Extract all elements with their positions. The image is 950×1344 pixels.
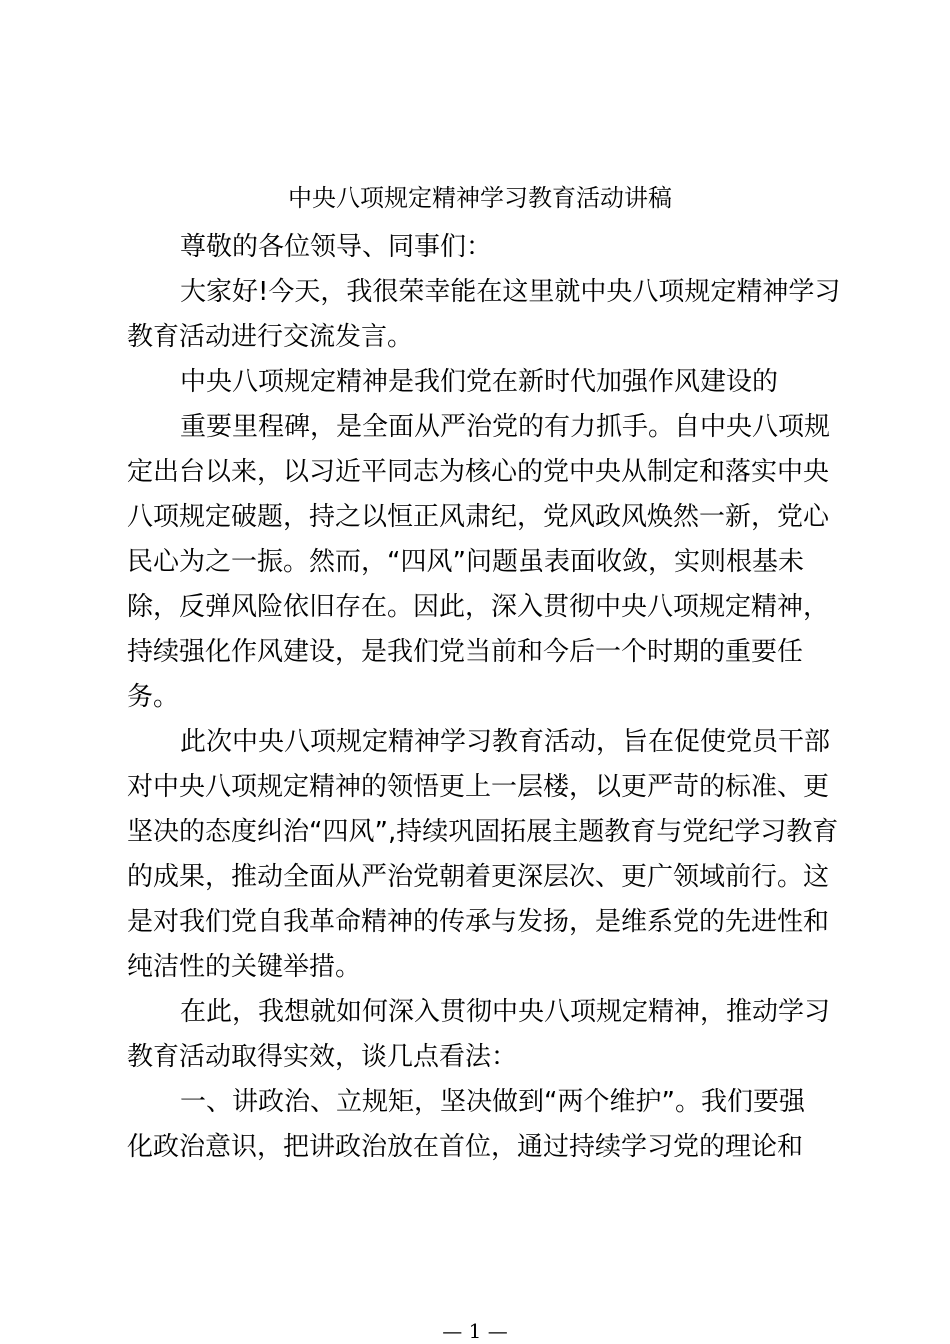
paragraph-line: 持续强化作风建设，是我们党当前和今后一个时期的重要任 xyxy=(127,637,804,667)
paragraph-line: 大家好!今天，我很荣幸能在这里就中央八项规定精神学习 xyxy=(180,277,841,307)
paragraph-line: 除，反弹风险依旧存在。因此，深入贯彻中央八项规定精神， xyxy=(127,592,830,622)
paragraph-line: 重要里程碑，是全面从严治党的有力抓手。自中央八项规 xyxy=(180,412,831,442)
paragraph-line: 是对我们党自我革命精神的传承与发扬，是维系党的先进性和 xyxy=(127,907,830,937)
paragraph-line: 务。 xyxy=(127,682,180,712)
paragraph-line: 化政治意识，把讲政治放在首位，通过持续学习党的理论和 xyxy=(127,1132,804,1162)
salutation-line: 尊敬的各位领导、同事们： xyxy=(180,232,493,262)
paragraph-line: 在此，我想就如何深入贯彻中央八项规定精神，推动学习 xyxy=(180,997,831,1027)
document-title: 中央八项规定精神学习教育活动讲稿 xyxy=(288,184,672,212)
paragraph-line: 对中央八项规定精神的领悟更上一层楼，以更严苛的标准、更 xyxy=(127,772,830,802)
paragraph-line: 中央八项规定精神是我们党在新时代加强作风建设的 xyxy=(180,367,779,397)
paragraph-line: 教育活动进行交流发言。 xyxy=(127,322,414,352)
paragraph-line: 八项规定破题，持之以恒正风肃纪，党风政风焕然一新，党心 xyxy=(127,502,830,532)
paragraph-line: 坚决的态度纠治“四风”,持续巩固拓展主题教育与党纪学习教育 xyxy=(127,817,839,847)
paragraph-line: 的成果，推动全面从严治党朝着更深层次、更广领域前行。这 xyxy=(127,862,830,892)
paragraph-line: 教育活动取得实效，谈几点看法： xyxy=(127,1042,518,1072)
paragraph-line: 定出台以来，以习近平同志为核心的党中央从制定和落实中央 xyxy=(127,457,830,487)
paragraph-line: 一、讲政治、立规矩，坚决做到“两个维护”。我们要强 xyxy=(180,1087,805,1117)
paragraph-line: 民心为之一振。然而，“四风”问题虽表面收敛，实则根基未 xyxy=(127,547,804,577)
page-number: — 1 — xyxy=(442,1319,508,1343)
paragraph-line: 此次中央八项规定精神学习教育活动，旨在促使党员干部 xyxy=(180,727,831,757)
paragraph-line: 纯洁性的关键举措。 xyxy=(127,952,362,982)
